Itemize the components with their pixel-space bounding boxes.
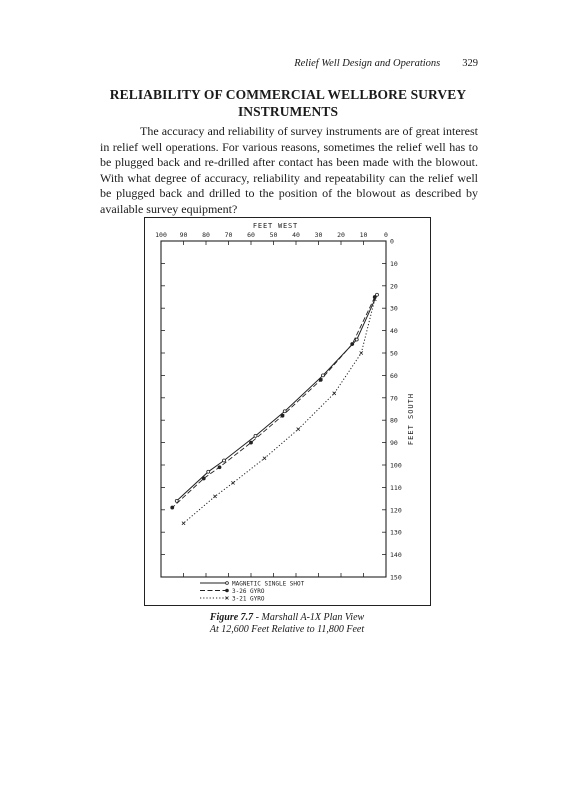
y-tick-label-50: 50 bbox=[390, 349, 398, 358]
y-tick-label-120: 120 bbox=[390, 506, 402, 515]
series-2-point bbox=[202, 477, 205, 480]
running-head bbox=[0, 58, 478, 69]
series-1-point bbox=[283, 410, 286, 413]
x-tick-label-70: 70 bbox=[224, 231, 233, 239]
series-3-point bbox=[182, 522, 185, 525]
y-tick-label-150: 150 bbox=[390, 573, 402, 582]
series-line-2 bbox=[172, 297, 374, 508]
figure-subtitle: At 12,600 Feet Relative to 11,800 Feet bbox=[209, 624, 365, 635]
series-line-1 bbox=[177, 295, 377, 501]
y-tick-label-70: 70 bbox=[390, 394, 398, 403]
series-1-point bbox=[322, 374, 325, 377]
figure-title: Marshall A-1X Plan View bbox=[261, 612, 365, 623]
y-tick-label-90: 90 bbox=[390, 439, 398, 448]
y-tick-label-30: 30 bbox=[390, 304, 398, 313]
x-tick-label-0: 0 bbox=[384, 231, 388, 239]
x-axis-label: FEET WEST bbox=[252, 222, 299, 230]
y-tick-label-140: 140 bbox=[390, 551, 402, 560]
y-tick-label-20: 20 bbox=[390, 282, 398, 291]
series-2-point bbox=[319, 378, 322, 381]
y-axis-label: FEET SOUTH bbox=[407, 392, 415, 446]
series-1-point bbox=[254, 434, 257, 437]
page-number: 329 bbox=[462, 58, 478, 69]
x-tick-label-100: 100 bbox=[155, 231, 167, 239]
x-tick-label-40: 40 bbox=[292, 231, 300, 239]
y-tick-label-40: 40 bbox=[390, 327, 398, 336]
x-tick-label-20: 20 bbox=[337, 231, 345, 239]
x-tick-label-90: 90 bbox=[179, 231, 188, 239]
legend-marker-1 bbox=[226, 582, 229, 585]
y-tick-label-0: 0 bbox=[390, 237, 394, 246]
legend-label-1: MAGNETIC SINGLE SHOT bbox=[232, 580, 305, 588]
series-1-point bbox=[207, 470, 210, 473]
legend-label-3: 3-21 GYRO bbox=[232, 595, 265, 603]
plan-view-chart bbox=[145, 218, 430, 605]
series-2-point bbox=[250, 441, 253, 444]
y-tick-label-100: 100 bbox=[390, 461, 402, 470]
series-2-point bbox=[218, 466, 221, 469]
section-title: RELIABILITY OF COMMERCIAL WELLBORE SURVEY INSTRUMENTS bbox=[109, 87, 467, 119]
series-2-point bbox=[351, 343, 354, 346]
x-tick-label-10: 10 bbox=[359, 231, 368, 239]
series-1-point bbox=[355, 338, 358, 341]
y-tick-label-80: 80 bbox=[390, 416, 398, 425]
x-tick-label-80: 80 bbox=[202, 231, 210, 239]
series-line-3 bbox=[184, 299, 375, 523]
series-3-point bbox=[231, 481, 234, 484]
x-tick-label-50: 50 bbox=[269, 231, 278, 239]
series-2-point bbox=[171, 506, 174, 509]
series-3-point bbox=[360, 351, 363, 354]
x-tick-label-60: 60 bbox=[247, 231, 255, 239]
figure-frame bbox=[144, 217, 431, 606]
series-1-point bbox=[223, 459, 226, 462]
y-tick-label-60: 60 bbox=[390, 371, 398, 380]
legend-marker-2 bbox=[226, 589, 229, 592]
series-3-point bbox=[333, 392, 336, 395]
series-3-point bbox=[297, 428, 300, 431]
x-tick-label-30: 30 bbox=[314, 231, 323, 239]
series-3-point bbox=[263, 457, 266, 460]
figure-number: Figure 7.7 bbox=[209, 612, 254, 623]
running-title: Relief Well Design and Operations bbox=[294, 58, 441, 69]
y-tick-label-10: 10 bbox=[390, 259, 398, 268]
figure-caption: Figure 7.7 - Marshall A-1X Plan View At 12,600 Feet Relative to 11,800 Feet bbox=[0, 612, 574, 636]
plot-area bbox=[161, 241, 386, 577]
legend-label-2: 3-26 GYRO bbox=[232, 587, 265, 595]
y-tick-label-110: 110 bbox=[390, 483, 402, 492]
body-paragraph: The accuracy and reliability of survey instruments are of great interest in relief well operations. For various reasons, sometimes the relief well has to be plugged back and re-drilled after contact has been made with the blowout. With what degree of accuracy, reliability and repeatability can the relief well be plugged back and drilled to the position of the blowout as described by available survey equipment? bbox=[100, 124, 478, 216]
series-3-point bbox=[213, 495, 216, 498]
y-tick-label-130: 130 bbox=[390, 528, 402, 537]
series-2-point bbox=[281, 414, 284, 417]
